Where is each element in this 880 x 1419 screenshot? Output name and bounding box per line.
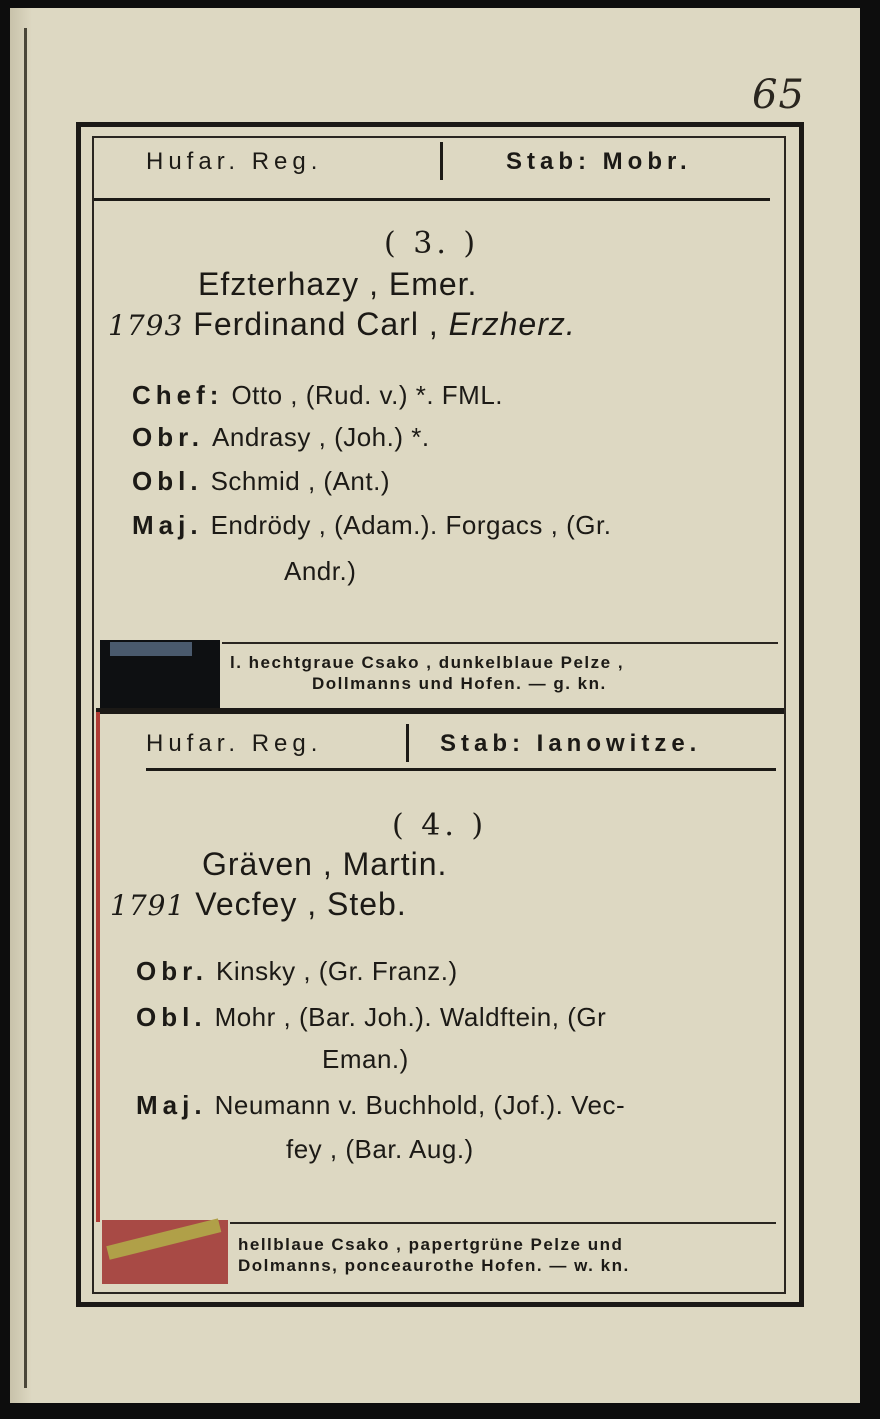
regiment-label: Hufar. Reg. [146, 730, 323, 757]
uniform-color-swatch [100, 640, 220, 712]
officer-text: Neumann v. Buchhold, (Jof.). Vec- [214, 1090, 626, 1120]
officer-row [132, 422, 430, 453]
swatch-stripe [106, 1218, 221, 1259]
officer-row [132, 380, 503, 411]
rank-label: Obl. [132, 466, 203, 496]
regiment-label: Hufar. Reg. [146, 148, 323, 175]
proprietor-line [110, 886, 407, 923]
proprietor-line [108, 306, 576, 343]
uniform-rule [222, 642, 778, 644]
officer-continuation: Andr.) [284, 556, 357, 586]
officer-row [136, 956, 458, 987]
proprietor-name: Vecfey , Steb. [195, 886, 407, 922]
regiment-number: ( 3. ) [384, 226, 480, 261]
officer-continuation: fey , (Bar. Aug.) [286, 1134, 474, 1164]
uniform-color-swatch [102, 1220, 228, 1284]
page-shadow [10, 8, 32, 1403]
officer-text: Otto , (Rud. v.) *. FML. [231, 380, 504, 410]
staff-label: Stab: Mobr. [506, 148, 692, 175]
red-edge-line [96, 712, 100, 1222]
swatch-highlight [110, 642, 192, 656]
header-divider [406, 724, 409, 762]
section-divider [96, 708, 784, 714]
rank-label: Chef: [132, 380, 224, 410]
officer-text: Kinsky , (Gr. Franz.) [216, 956, 458, 986]
year: 1793 [108, 309, 184, 342]
gutter-line [24, 28, 27, 1388]
uniform-line: Dollmanns und Hofen. — g. kn. [312, 674, 607, 693]
header-rule [94, 198, 770, 201]
officer-row [132, 466, 390, 497]
rank-label: Obr. [132, 422, 205, 452]
rank-label: Maj. [136, 1090, 207, 1120]
header-rule [146, 768, 776, 771]
officer-row [132, 510, 611, 541]
officer-text: Andrasy , (Joh.) *. [212, 422, 430, 452]
uniform-line: hellblaue Csako , papertgrüne Pelze und [238, 1235, 624, 1254]
uniform-description [230, 652, 624, 694]
rank-label: Obr. [136, 956, 209, 986]
page-number: 65 [752, 72, 805, 118]
uniform-rule [230, 1222, 776, 1224]
owner-name: Gräven , Martin. [202, 846, 448, 882]
staff-label: Stab: Ianowitze. [440, 730, 702, 757]
officer-text: Schmid , (Ant.) [210, 466, 390, 496]
rank-label: Maj. [132, 510, 203, 540]
uniform-line: Dolmanns, ponceaurothe Hofen. — w. kn. [238, 1256, 630, 1275]
uniform-line: l. hechtgraue Csako , dunkelblaue Pelze , [230, 653, 625, 672]
owner-name: Efzterhazy , Emer. [198, 266, 478, 302]
officer-row [136, 1002, 606, 1033]
proprietor-name: Ferdinand Carl , [193, 306, 439, 342]
rank-label: Obl. [136, 1002, 207, 1032]
regiment-number: ( 4. ) [392, 808, 488, 843]
uniform-description [238, 1234, 630, 1276]
officer-text: Mohr , (Bar. Joh.). Waldftein, (Gr [214, 1002, 607, 1032]
year: 1791 [110, 889, 186, 922]
officer-row [136, 1090, 625, 1121]
header-divider [440, 142, 443, 180]
section-header [94, 722, 784, 768]
section-header [94, 140, 784, 186]
officer-text: Endrödy , (Adam.). Forgacs , (Gr. [210, 510, 612, 540]
proprietor-title: Erzherz. [448, 306, 576, 342]
officer-continuation: Eman.) [322, 1044, 409, 1074]
